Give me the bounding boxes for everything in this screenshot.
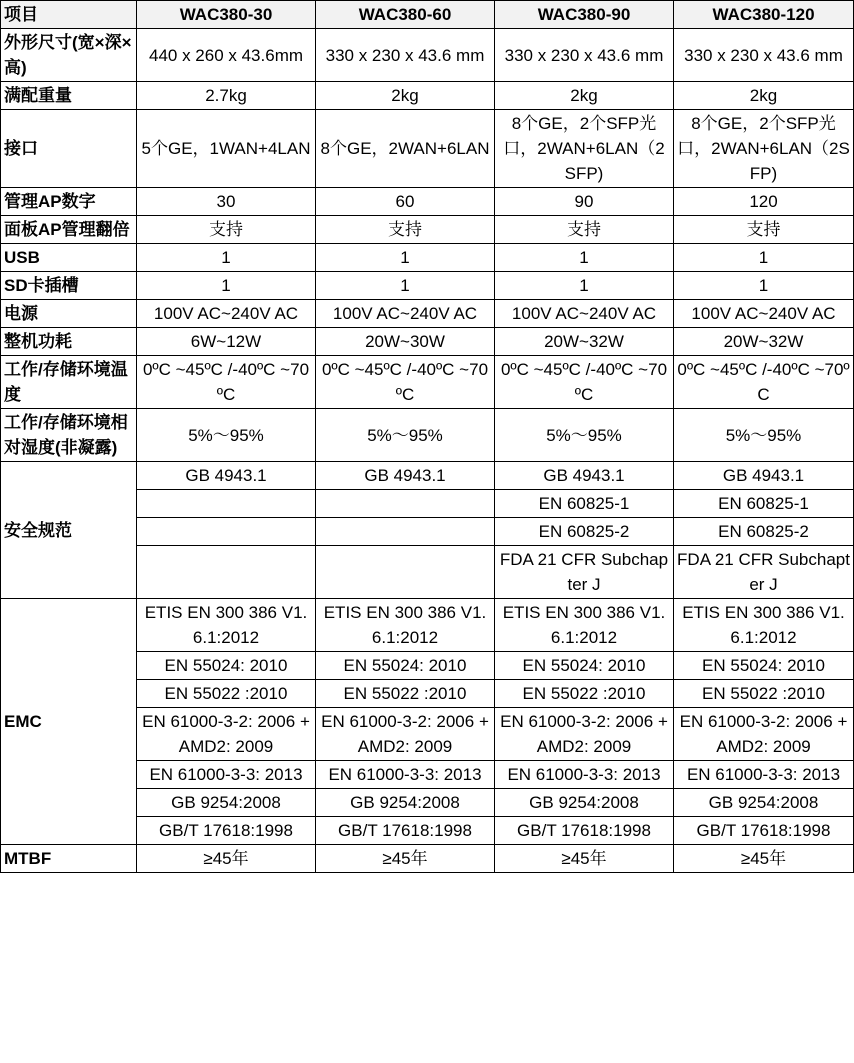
- table-cell: ≥45年: [674, 845, 854, 873]
- table-cell: GB/T 17618:1998: [137, 817, 316, 845]
- table-cell: ≥45年: [316, 845, 495, 873]
- table-cell: EN 61000-3-3: 2013: [316, 761, 495, 789]
- table-cell: 120: [674, 188, 854, 216]
- safety-label: 安全规范: [1, 462, 137, 599]
- table-cell: 1: [137, 272, 316, 300]
- table-cell: FDA 21 CFR Subchapter J: [495, 546, 674, 599]
- table-cell: FDA 21 CFR Subchapter J: [674, 546, 854, 599]
- table-cell: 1: [495, 272, 674, 300]
- table-cell: EN 55022 :2010: [137, 680, 316, 708]
- table-cell: EN 60825-2: [674, 518, 854, 546]
- header-model-1: WAC380-30: [137, 1, 316, 29]
- table-cell: 8个GE，2个SFP光口，2WAN+6LAN（2SFP): [674, 110, 854, 188]
- table-cell: 1: [316, 244, 495, 272]
- table-cell: 2.7kg: [137, 82, 316, 110]
- table-row: [1, 188, 854, 216]
- table-cell: 5%～95%: [137, 409, 316, 462]
- table-cell: 2kg: [316, 82, 495, 110]
- table-cell: 20W~32W: [674, 328, 854, 356]
- table-cell: [316, 490, 495, 518]
- table-cell: EN 61000-3-3: 2013: [137, 761, 316, 789]
- table-row: [1, 599, 854, 652]
- table-cell: 8个GE，2WAN+6LAN: [316, 110, 495, 188]
- table-cell: EN 55024: 2010: [495, 652, 674, 680]
- table-cell: 0ºC ~45ºC /-40ºC ~70ºC: [137, 356, 316, 409]
- table-cell: GB 4943.1: [137, 462, 316, 490]
- table-row: [1, 110, 854, 188]
- table-cell: GB 9254:2008: [495, 789, 674, 817]
- table-cell: EN 60825-1: [674, 490, 854, 518]
- table-cell: GB/T 17618:1998: [495, 817, 674, 845]
- table-cell: 5个GE，1WAN+4LAN: [137, 110, 316, 188]
- table-cell: 1: [316, 272, 495, 300]
- header-item: 项目: [1, 1, 137, 29]
- header-model-4: WAC380-120: [674, 1, 854, 29]
- table-row: [1, 409, 854, 462]
- table-row: [1, 328, 854, 356]
- table-cell: EN 55024: 2010: [674, 652, 854, 680]
- table-cell: EN 61000-3-2: 2006 + AMD2: 2009: [316, 708, 495, 761]
- table-cell: 1: [674, 272, 854, 300]
- table-row: [1, 272, 854, 300]
- table-cell: EN 60825-2: [495, 518, 674, 546]
- table-row: [1, 356, 854, 409]
- table-cell: ≥45年: [495, 845, 674, 873]
- table-cell: GB 4943.1: [495, 462, 674, 490]
- table-row: [1, 300, 854, 328]
- row-label: 管理AP数字: [1, 188, 137, 216]
- table-cell: 1: [674, 244, 854, 272]
- table-cell: 6W~12W: [137, 328, 316, 356]
- table-cell: GB 9254:2008: [137, 789, 316, 817]
- table-cell: EN 55022 :2010: [674, 680, 854, 708]
- row-label: 面板AP管理翻倍: [1, 216, 137, 244]
- table-cell: GB 9254:2008: [316, 789, 495, 817]
- table-cell: [137, 490, 316, 518]
- table-cell: 0ºC ~45ºC /-40ºC ~70ºC: [495, 356, 674, 409]
- table-cell: 100V AC~240V AC: [316, 300, 495, 328]
- row-label: SD卡插槽: [1, 272, 137, 300]
- table-cell: 20W~32W: [495, 328, 674, 356]
- table-cell: 支持: [674, 216, 854, 244]
- table-cell: EN 61000-3-2: 2006 + AMD2: 2009: [495, 708, 674, 761]
- table-cell: EN 55022 :2010: [495, 680, 674, 708]
- table-cell: GB/T 17618:1998: [674, 817, 854, 845]
- table-cell: ETIS EN 300 386 V1.6.1:2012: [674, 599, 854, 652]
- table-cell: 330 x 230 x 43.6 mm: [316, 29, 495, 82]
- table-cell: [137, 518, 316, 546]
- table-cell: [137, 546, 316, 599]
- table-cell: 5%～95%: [316, 409, 495, 462]
- emc-label: EMC: [1, 599, 137, 845]
- table-cell: ETIS EN 300 386 V1.6.1:2012: [316, 599, 495, 652]
- header-model-3: WAC380-90: [495, 1, 674, 29]
- table-cell: 330 x 230 x 43.6 mm: [495, 29, 674, 82]
- table-cell: EN 61000-3-2: 2006 + AMD2: 2009: [674, 708, 854, 761]
- table-cell: ETIS EN 300 386 V1.6.1:2012: [495, 599, 674, 652]
- table-cell: EN 55024: 2010: [137, 652, 316, 680]
- table-cell: EN 61000-3-2: 2006 + AMD2: 2009: [137, 708, 316, 761]
- table-cell: 2kg: [495, 82, 674, 110]
- table-cell: GB 9254:2008: [674, 789, 854, 817]
- table-row: [1, 82, 854, 110]
- table-cell: GB 4943.1: [674, 462, 854, 490]
- table-row: [1, 216, 854, 244]
- row-label: 接口: [1, 110, 137, 188]
- table-cell: [316, 546, 495, 599]
- table-cell: 100V AC~240V AC: [674, 300, 854, 328]
- table-cell: 30: [137, 188, 316, 216]
- table-cell: 440 x 260 x 43.6mm: [137, 29, 316, 82]
- table-cell: EN 61000-3-3: 2013: [495, 761, 674, 789]
- table-cell: 8个GE，2个SFP光口，2WAN+6LAN（2SFP): [495, 110, 674, 188]
- table-cell: EN 60825-1: [495, 490, 674, 518]
- table-cell: 支持: [137, 216, 316, 244]
- table-row: [1, 845, 854, 873]
- table-cell: 5%～95%: [495, 409, 674, 462]
- table-cell: EN 55022 :2010: [316, 680, 495, 708]
- table-cell: 100V AC~240V AC: [495, 300, 674, 328]
- table-cell: ≥45年: [137, 845, 316, 873]
- table-cell: GB/T 17618:1998: [316, 817, 495, 845]
- table-cell: 1: [495, 244, 674, 272]
- table-cell: 2kg: [674, 82, 854, 110]
- table-row: [1, 244, 854, 272]
- row-label: 工作/存储环境温度: [1, 356, 137, 409]
- table-row: [1, 462, 854, 490]
- header-model-2: WAC380-60: [316, 1, 495, 29]
- row-label: 电源: [1, 300, 137, 328]
- table-cell: 支持: [495, 216, 674, 244]
- table-cell: EN 61000-3-3: 2013: [674, 761, 854, 789]
- table-cell: EN 55024: 2010: [316, 652, 495, 680]
- table-cell: 1: [137, 244, 316, 272]
- row-label: 整机功耗: [1, 328, 137, 356]
- table-cell: 0ºC ~45ºC /-40ºC ~70ºC: [674, 356, 854, 409]
- table-cell: 0ºC ~45ºC /-40ºC ~70ºC: [316, 356, 495, 409]
- row-label: 工作/存储环境相对湿度(非凝露): [1, 409, 137, 462]
- table-cell: GB 4943.1: [316, 462, 495, 490]
- table-cell: 5%～95%: [674, 409, 854, 462]
- table-cell: 60: [316, 188, 495, 216]
- mtbf-label: MTBF: [1, 845, 137, 873]
- table-cell: 330 x 230 x 43.6 mm: [674, 29, 854, 82]
- table-cell: ETIS EN 300 386 V1.6.1:2012: [137, 599, 316, 652]
- table-cell: [316, 518, 495, 546]
- table-row: [1, 29, 854, 82]
- row-label: USB: [1, 244, 137, 272]
- table-cell: 100V AC~240V AC: [137, 300, 316, 328]
- row-label: 满配重量: [1, 82, 137, 110]
- header-row: [1, 1, 854, 29]
- table-cell: 20W~30W: [316, 328, 495, 356]
- table-cell: 支持: [316, 216, 495, 244]
- row-label: 外形尺寸(宽×深×高): [1, 29, 137, 82]
- table-cell: 90: [495, 188, 674, 216]
